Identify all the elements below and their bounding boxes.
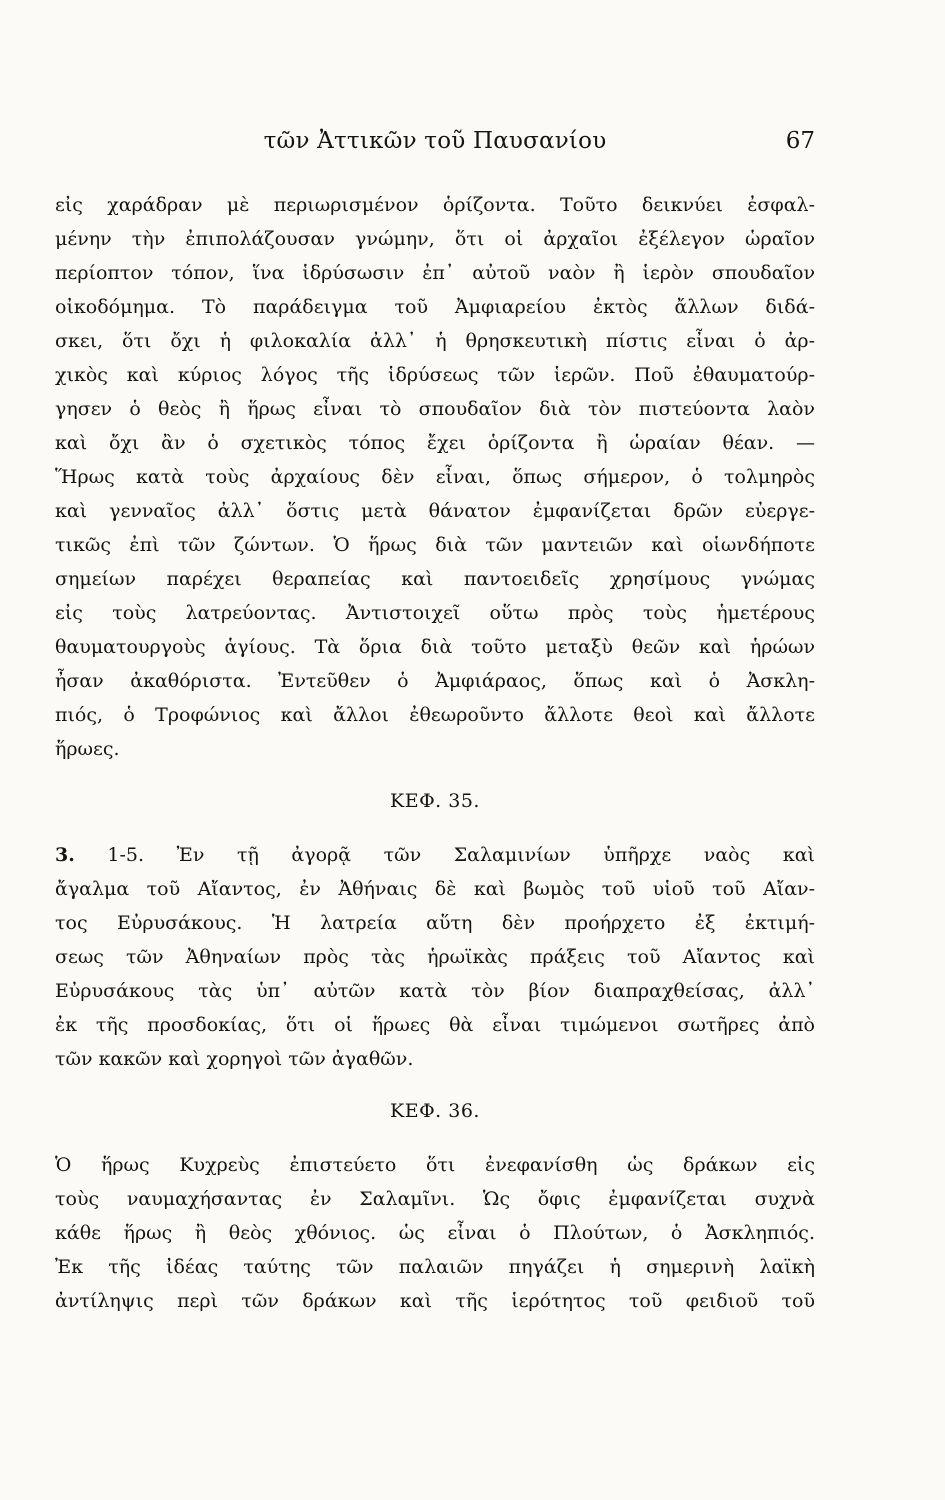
text-line: τος Εὐρυσάκους. Ἡ λατρεία αὕτη δὲν προήρχετο ἐξ ἐκτιμή-: [55, 912, 815, 934]
paragraph-1: [55, 188, 815, 766]
text-line: τικῶς ἐπὶ τῶν ζώντων. Ὁ ἥρως διὰ τῶν μαντειῶν καὶ οἱωνδήποτε: [55, 534, 815, 556]
text-line: εἰς τοὺς λατρεύοντας. Ἀντιστοιχεῖ οὕτω πρὸς τοὺς ἡμετέρους: [55, 602, 815, 624]
section-number: 3.: [55, 844, 75, 866]
text-line: ἦσαν ἀκαθόριστα. Ἐντεῦθεν ὁ Ἀμφιάραος, ὅπως καὶ ὁ Ἀσκλη-: [55, 670, 815, 692]
text-line: ἥρωες.: [55, 738, 120, 760]
text-line: πιός, ὁ Τροφώνιος καὶ ἄλλοι ἐθεωροῦντο ἄλλοτε θεοὶ καὶ ἄλλοτε: [55, 704, 815, 726]
chapter-heading: ΚΕΦ. 36.: [390, 1100, 480, 1122]
text-line: τῶν κακῶν καὶ χορηγοὶ τῶν ἀγαθῶν.: [55, 1048, 414, 1070]
text-line: κάθε ἥρως ἢ θεὸς χθόνιος. ὡς εἶναι ὁ Πλούτων, ὁ Ἀσκληπιός.: [55, 1222, 815, 1244]
text-line: Ἐκ τῆς ἰδέας ταύτης τῶν παλαιῶν πηγάζει ἡ σημερινὴ λαϊκὴ: [55, 1256, 815, 1278]
text-line: περίοπτον τόπον, ἵνα ἱδρύσωσιν ἐπ᾽ αὐτοῦ ναὸν ἢ ἱερὸν σπουδαῖον: [55, 262, 815, 284]
text-line: χικὸς καὶ κύριος λόγος τῆς ἱδρύσεως τῶν ἱερῶν. Ποῦ ἐθαυματούρ-: [55, 364, 815, 386]
text-line: τοὺς ναυμαχήσαντας ἐν Σαλαμῖνι. Ὡς ὄφις ἐμφανίζεται συχνὰ: [55, 1188, 815, 1210]
running-title: τῶν Ἀττικῶν τοῦ Παυσανίου: [263, 128, 607, 154]
paragraph-2: [55, 838, 815, 1076]
text-line: εἰς χαράδραν μὲ περιωρισμένον ὁρίζοντα. Τοῦτο δεικνύει ἐσφαλ-: [55, 194, 815, 216]
text-line: ἐκ τῆς προσδοκίας, ὅτι οἱ ἥρωες θὰ εἶναι τιμώμενοι σωτῆρες ἀπὸ: [55, 1014, 815, 1036]
text-line: καὶ ὄχι ἂν ὁ σχετικὸς τόπος ἔχει ὁρίζοντα ἢ ὡραίαν θέαν. —: [55, 432, 815, 454]
text-line: Ἥρως κατὰ τοὺς ἀρχαίους δὲν εἶναι, ὅπως σήμερον, ὁ τολμηρὸς: [55, 466, 815, 488]
text-line: Εὐρυσάκους τὰς ὑπ᾽ αὐτῶν κατὰ τὸν βίον διαπραχθείσας, ἀλλ᾽: [55, 980, 815, 1002]
text-line: [55, 838, 815, 872]
text-line: ἄγαλμα τοῦ Αἴαντος, ἐν Ἀθήναις δὲ καὶ βωμὸς τοῦ υἱοῦ τοῦ Αἴαν-: [55, 878, 815, 900]
page-header: [55, 128, 815, 162]
text-line: καὶ γενναῖος ἀλλ᾽ ὅστις μετὰ θάνατον ἐμφανίζεται δρῶν εὐεργε-: [55, 500, 815, 522]
body-text: [55, 188, 815, 1318]
line-text: Ἐν τῇ ἀγορᾷ τῶν Σαλαμινίων ὑπῆρχε ναὸς καὶ: [144, 844, 815, 866]
text-line: Ὁ ἥρως Κυχρεὺς ἐπιστεύετο ὅτι ἐνεφανίσθη ὡς δράκων εἰς: [55, 1154, 815, 1176]
text-line: σημείων παρέχει θεραπείας καὶ παντοειδεῖς χρησίμους γνώμας: [55, 568, 815, 590]
text-line: ἀντίληψις περὶ τῶν δράκων καὶ τῆς ἱερότητος τοῦ φειδιοῦ τοῦ: [55, 1290, 815, 1312]
text-line: μένην τὴν ἐπιπολάζουσαν γνώμην, ὅτι οἱ ἀρχαῖοι ἐξέλεγον ὡραῖον: [55, 228, 815, 250]
text-line: σεως τῶν Ἀθηναίων πρὸς τὰς ἡρωϊκὰς πράξεις τοῦ Αἴαντος καὶ: [55, 946, 815, 968]
page-number: 67: [785, 128, 815, 154]
chapter-heading: ΚΕΦ. 35.: [390, 790, 480, 812]
section-reference: 1-5.: [74, 844, 145, 866]
text-line: γησεν ὁ θεὸς ἢ ἥρως εἶναι τὸ σπουδαῖον διὰ τὸν πιστεύοντα λαὸν: [55, 398, 815, 420]
text-line: οἰκοδόμημα. Τὸ παράδειγμα τοῦ Ἀμφιαρείου ἐκτὸς ἄλλων διδά-: [55, 296, 815, 318]
paragraph-3: [55, 1148, 815, 1318]
text-line: σκει, ὅτι ὄχι ἡ φιλοκαλία ἀλλ᾽ ἡ θρησκευτικὴ πίστις εἶναι ὁ ἀρ-: [55, 330, 815, 352]
text-line: θαυματουργοὺς ἁγίους. Τὰ ὅρια διὰ τοῦτο μεταξὺ θεῶν καὶ ἡρώων: [55, 636, 815, 658]
